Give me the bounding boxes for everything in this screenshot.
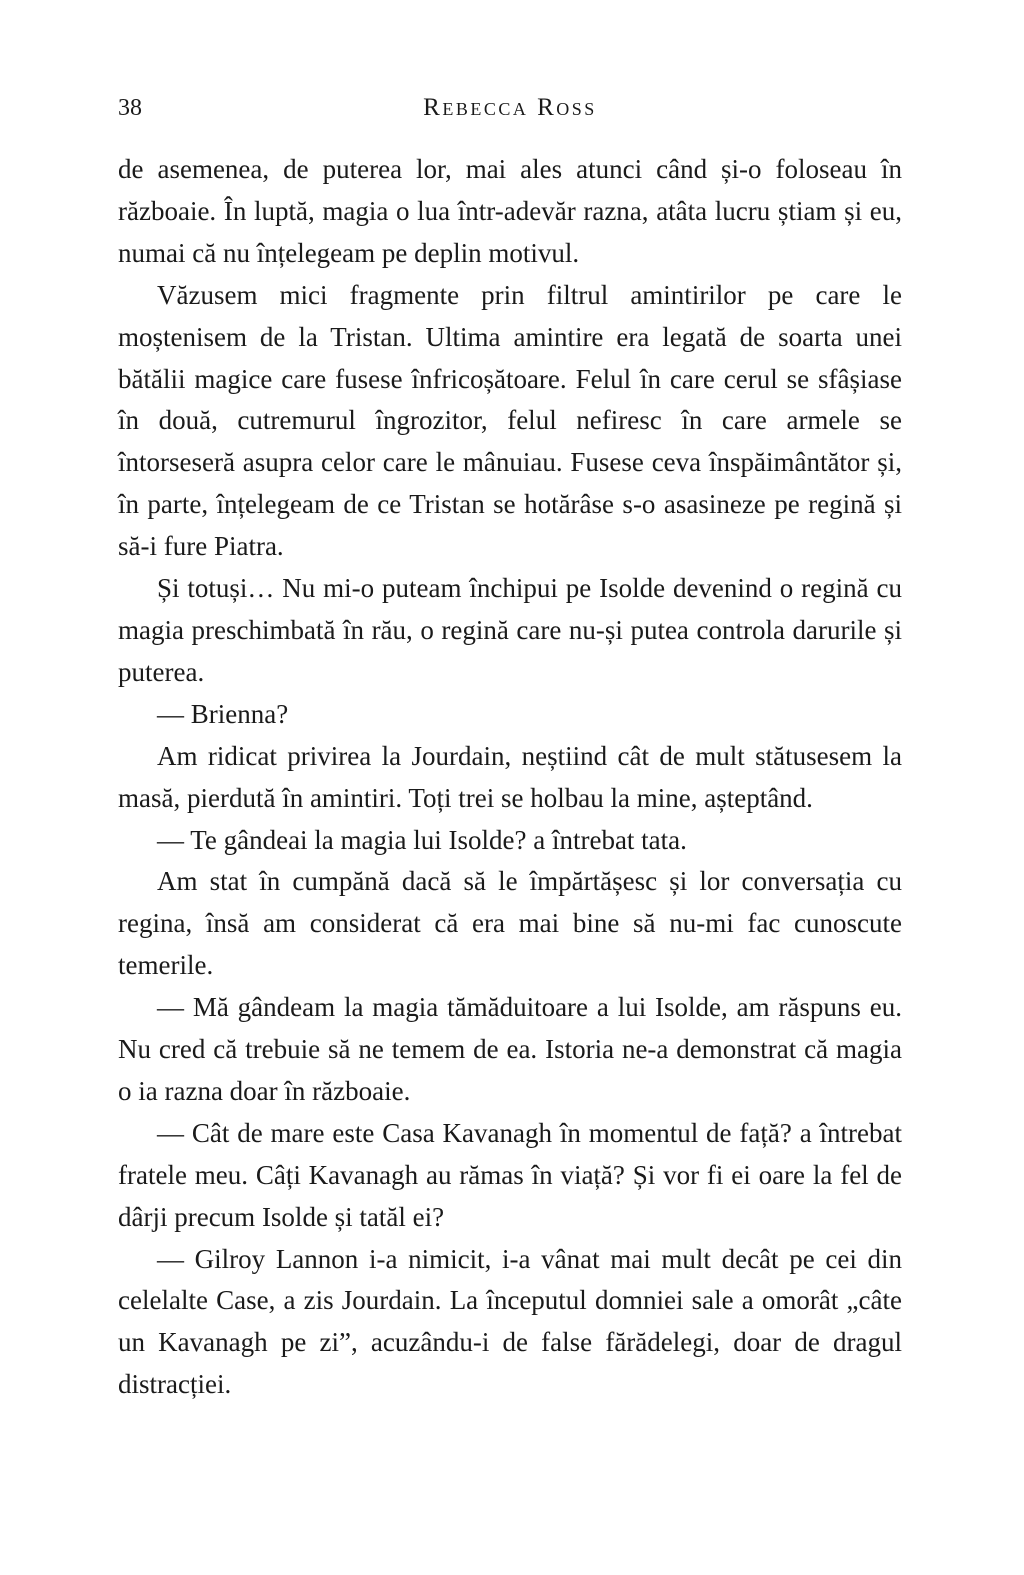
paragraph: — Te gândeai la magia lui Isolde? a întrebat tata. [157,824,687,855]
paragraph: — Mă gândeam la magia tămăduitoare a lui Isolde, am răspuns eu. Nu cred că trebuie să ne temem de ea. Istoria ne-a demonstrat că magia o ia razna doar în războaie. [118,992,902,1106]
paragraph: de asemenea, de puterea lor, mai ales atunci când și-o foloseau în războaie. În luptă, magia o lua într-adevăr razna, atâta lucru știam și eu, numai că nu înțelegeam pe deplin motivul. [118,154,902,268]
paragraph: — Gilroy Lannon i-a nimicit, i-a vânat mai mult decât pe cei din celelalte Case, a zis Jourdain. La începutul domniei sale a omorât „câte un Kavanagh pe zi”, acuzându-i de false fărădelegi, doar de dragul distracției. [118,1243,902,1400]
running-head [118,88,902,128]
book-page [118,88,902,1406]
paragraph: — Brienna? [157,698,289,729]
paragraph: Am stat în cumpănă dacă să le împărtășesc și lor conversația cu regina, însă am considerat că era mai bine să nu-mi fac cunoscute temerile. [118,866,902,981]
paragraph: — Cât de mare este Casa Kavanagh în momentul de față? a întrebat fratele meu. Câți Kavanagh au rămas în viață? Și vor fi ei oare la fel de dârji precum Isolde și tatăl ei? [118,1117,902,1232]
page-number: 38 [118,95,142,121]
paragraph: Și totuși… Nu mi-o puteam închipui pe Isolde devenind o regină cu magia preschimbată în rău, o regină care nu-și putea controla darurile și puterea. [118,573,902,687]
body-text [118,149,902,1406]
paragraph: Am ridicat privirea la Jourdain, neștiind cât de mult stătusesem la masă, pierdută în amintiri. Toți trei se holbau la mine, așteptând. [118,740,902,813]
paragraph: Văzusem mici fragmente prin filtrul amintirilor pe care le moștenisem de la Tristan. Ultima amintire era legată de soarta unei bătălii magice care fusese înfricoșătoare. Felul în care cerul se sfâșiase în două, cutremurul îngrozitor, felul nefiresc în care armele se întorseseră asupra celor care le mânuiau. Fusese ceva înspăimântător și, în parte, înțelegeam de ce Tristan se hotărâse s-o asasineze pe regină și să-i fure Piatra. [118,279,902,562]
running-title: Rebecca Ross [423,94,597,121]
